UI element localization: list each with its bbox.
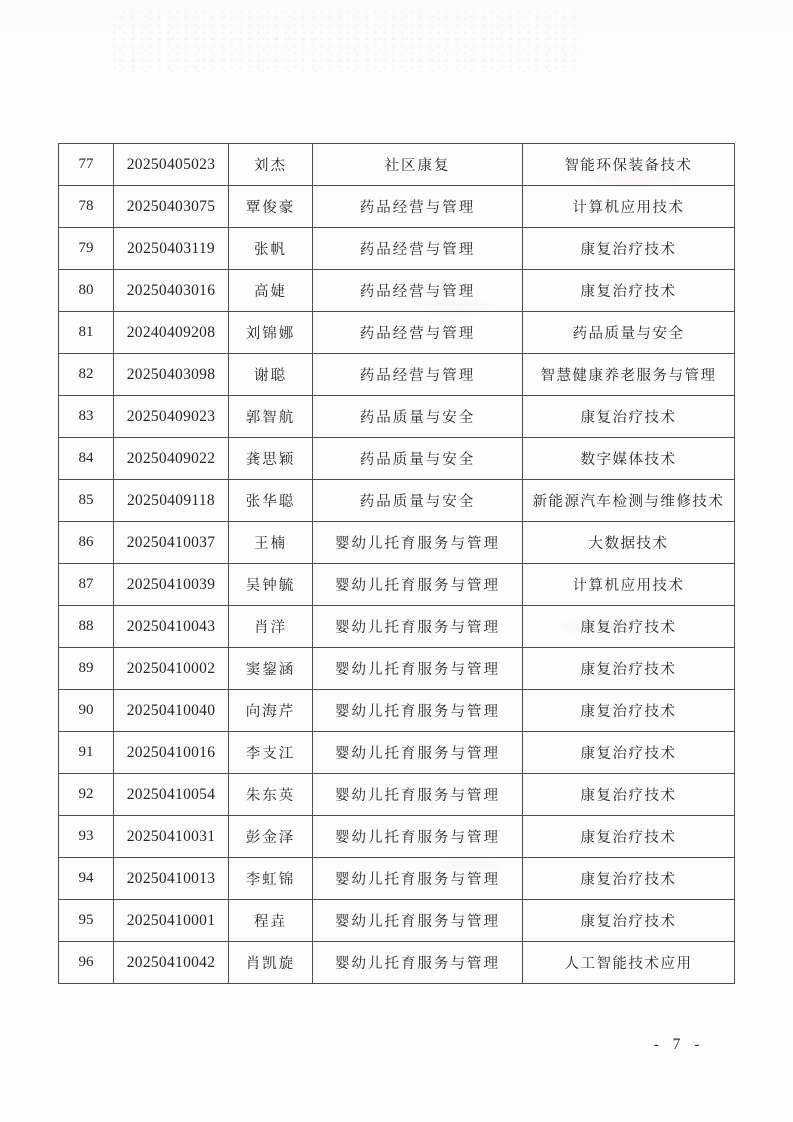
admitted-major-cell: 智能环保装备技术 — [523, 144, 735, 186]
row-number-cell: 92 — [59, 774, 114, 816]
name-cell: 张帆 — [229, 228, 313, 270]
name-cell: 刘锦娜 — [229, 312, 313, 354]
candidate-id-cell: 20250410039 — [114, 564, 229, 606]
current-major-cell: 药品质量与安全 — [313, 396, 523, 438]
table-row — [59, 312, 735, 354]
name-cell: 覃俊豪 — [229, 186, 313, 228]
row-number-cell: 87 — [59, 564, 114, 606]
candidate-id-cell: 20250410002 — [114, 648, 229, 690]
table-row — [59, 732, 735, 774]
row-number-cell: 78 — [59, 186, 114, 228]
candidate-id-cell: 20250403075 — [114, 186, 229, 228]
current-major-cell: 婴幼儿托育服务与管理 — [313, 732, 523, 774]
current-major-cell: 婴幼儿托育服务与管理 — [313, 774, 523, 816]
table-row — [59, 396, 735, 438]
table-row — [59, 690, 735, 732]
candidate-id-cell: 20240409208 — [114, 312, 229, 354]
candidate-id-cell: 20250410037 — [114, 522, 229, 564]
row-number-cell: 84 — [59, 438, 114, 480]
current-major-cell: 婴幼儿托育服务与管理 — [313, 522, 523, 564]
row-number-cell: 89 — [59, 648, 114, 690]
candidate-id-cell: 20250409118 — [114, 480, 229, 522]
candidate-id-cell: 20250403098 — [114, 354, 229, 396]
candidate-id-cell: 20250410054 — [114, 774, 229, 816]
row-number-cell: 79 — [59, 228, 114, 270]
candidate-id-cell: 20250403016 — [114, 270, 229, 312]
candidate-id-cell: 20250409022 — [114, 438, 229, 480]
name-cell: 程垚 — [229, 900, 313, 942]
table-row — [59, 942, 735, 984]
table-row — [59, 564, 735, 606]
current-major-cell: 婴幼儿托育服务与管理 — [313, 564, 523, 606]
table-row — [59, 270, 735, 312]
admitted-major-cell: 康复治疗技术 — [523, 732, 735, 774]
name-cell: 龚思颖 — [229, 438, 313, 480]
current-major-cell: 婴幼儿托育服务与管理 — [313, 648, 523, 690]
row-number-cell: 82 — [59, 354, 114, 396]
candidate-id-cell: 20250410040 — [114, 690, 229, 732]
admitted-major-cell: 康复治疗技术 — [523, 228, 735, 270]
admitted-major-cell: 康复治疗技术 — [523, 900, 735, 942]
table-row — [59, 522, 735, 564]
row-number-cell: 85 — [59, 480, 114, 522]
name-cell: 肖洋 — [229, 606, 313, 648]
admitted-major-cell: 数字媒体技术 — [523, 438, 735, 480]
admitted-major-cell: 计算机应用技术 — [523, 186, 735, 228]
admitted-major-cell: 康复治疗技术 — [523, 816, 735, 858]
admission-roster-table — [58, 143, 735, 984]
row-number-cell: 80 — [59, 270, 114, 312]
current-major-cell: 药品经营与管理 — [313, 228, 523, 270]
candidate-id-cell: 20250410042 — [114, 942, 229, 984]
name-cell: 郭智航 — [229, 396, 313, 438]
current-major-cell: 婴幼儿托育服务与管理 — [313, 690, 523, 732]
name-cell: 高婕 — [229, 270, 313, 312]
candidate-id-cell: 20250410016 — [114, 732, 229, 774]
name-cell: 谢聪 — [229, 354, 313, 396]
name-cell: 李支江 — [229, 732, 313, 774]
current-major-cell: 婴幼儿托育服务与管理 — [313, 858, 523, 900]
name-cell: 刘杰 — [229, 144, 313, 186]
name-cell: 肖凯旋 — [229, 942, 313, 984]
table-row — [59, 480, 735, 522]
table-row — [59, 900, 735, 942]
admitted-major-cell: 计算机应用技术 — [523, 564, 735, 606]
page-number: - 7 - — [653, 1036, 705, 1053]
admitted-major-cell: 智慧健康养老服务与管理 — [523, 354, 735, 396]
admitted-major-cell: 康复治疗技术 — [523, 774, 735, 816]
admitted-major-cell: 康复治疗技术 — [523, 606, 735, 648]
table-row — [59, 354, 735, 396]
current-major-cell: 婴幼儿托育服务与管理 — [313, 816, 523, 858]
name-cell: 窦鋆涵 — [229, 648, 313, 690]
name-cell: 彭金泽 — [229, 816, 313, 858]
admitted-major-cell: 大数据技术 — [523, 522, 735, 564]
admitted-major-cell: 康复治疗技术 — [523, 648, 735, 690]
admitted-major-cell: 康复治疗技术 — [523, 858, 735, 900]
name-cell: 向海芹 — [229, 690, 313, 732]
current-major-cell: 药品质量与安全 — [313, 480, 523, 522]
candidate-id-cell: 20250410013 — [114, 858, 229, 900]
table-row — [59, 144, 735, 186]
current-major-cell: 药品质量与安全 — [313, 438, 523, 480]
current-major-cell: 婴幼儿托育服务与管理 — [313, 942, 523, 984]
scan-noise-artifact — [110, 8, 580, 74]
current-major-cell: 药品经营与管理 — [313, 312, 523, 354]
current-major-cell: 社区康复 — [313, 144, 523, 186]
current-major-cell: 婴幼儿托育服务与管理 — [313, 606, 523, 648]
table-row — [59, 648, 735, 690]
row-number-cell: 86 — [59, 522, 114, 564]
row-number-cell: 96 — [59, 942, 114, 984]
table-row — [59, 858, 735, 900]
row-number-cell: 91 — [59, 732, 114, 774]
row-number-cell: 83 — [59, 396, 114, 438]
candidate-id-cell: 20250410001 — [114, 900, 229, 942]
admitted-major-cell: 康复治疗技术 — [523, 396, 735, 438]
row-number-cell: 88 — [59, 606, 114, 648]
row-number-cell: 77 — [59, 144, 114, 186]
admitted-major-cell: 药品质量与安全 — [523, 312, 735, 354]
table-row — [59, 774, 735, 816]
row-number-cell: 95 — [59, 900, 114, 942]
row-number-cell: 94 — [59, 858, 114, 900]
table-row — [59, 816, 735, 858]
current-major-cell: 婴幼儿托育服务与管理 — [313, 900, 523, 942]
row-number-cell: 93 — [59, 816, 114, 858]
row-number-cell: 81 — [59, 312, 114, 354]
candidate-id-cell: 20250409023 — [114, 396, 229, 438]
candidate-id-cell: 20250405023 — [114, 144, 229, 186]
name-cell: 张华聪 — [229, 480, 313, 522]
row-number-cell: 90 — [59, 690, 114, 732]
table-row — [59, 228, 735, 270]
name-cell: 王楠 — [229, 522, 313, 564]
table-row — [59, 438, 735, 480]
table-row — [59, 606, 735, 648]
name-cell: 李虹锦 — [229, 858, 313, 900]
candidate-id-cell: 20250410031 — [114, 816, 229, 858]
admission-roster-body — [59, 144, 735, 984]
admitted-major-cell: 康复治疗技术 — [523, 270, 735, 312]
admitted-major-cell: 人工智能技术应用 — [523, 942, 735, 984]
name-cell: 朱东英 — [229, 774, 313, 816]
candidate-id-cell: 20250410043 — [114, 606, 229, 648]
table-row — [59, 186, 735, 228]
current-major-cell: 药品经营与管理 — [313, 354, 523, 396]
current-major-cell: 药品经营与管理 — [313, 186, 523, 228]
admitted-major-cell: 康复治疗技术 — [523, 690, 735, 732]
candidate-id-cell: 20250403119 — [114, 228, 229, 270]
current-major-cell: 药品经营与管理 — [313, 270, 523, 312]
name-cell: 吴钟毓 — [229, 564, 313, 606]
admitted-major-cell: 新能源汽车检测与维修技术 — [523, 480, 735, 522]
